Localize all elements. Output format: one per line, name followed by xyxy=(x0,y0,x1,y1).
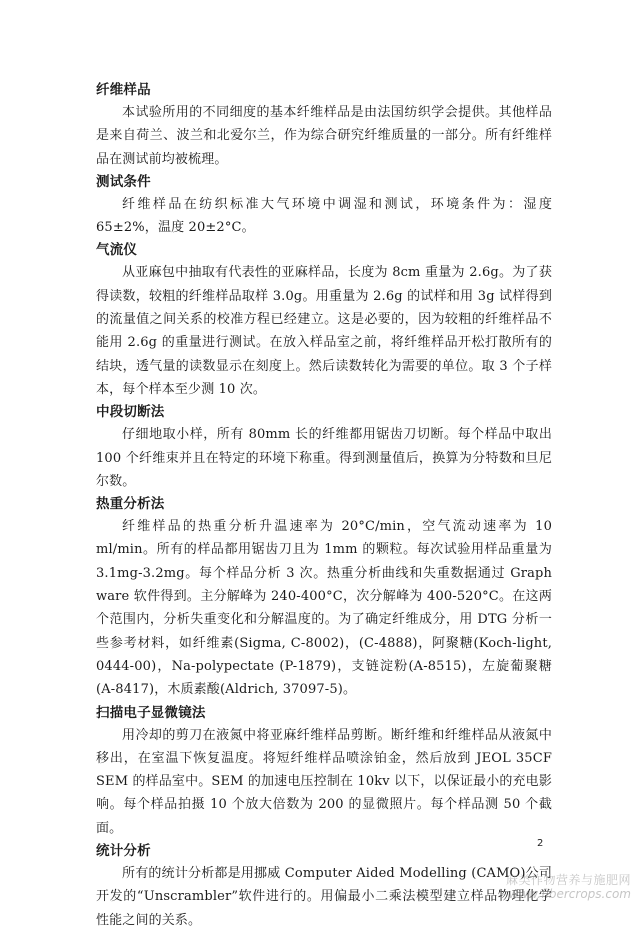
section-middle-cut-method xyxy=(96,401,552,493)
section-test-conditions xyxy=(96,171,552,240)
section-paragraph: 纤维样品在纺织标准大气环境中调湿和测试，环境条件为：湿度 65±2%，温度 20±2°C。 xyxy=(96,196,552,236)
section-heading: 测试条件 xyxy=(96,173,151,190)
watermark-url: www.fibercrops.com xyxy=(508,887,631,901)
section-paragraph: 所有的统计分析都是用挪威 Computer Aided Modelling (CAMO)公司开发的“Unscrambler”软件进行的。用偏最小二乘法模型建立样品物理化学性能之间的关系。 xyxy=(96,866,552,928)
section-paragraph: 纤维样品的热重分析升温速率为 20°C/min，空气流动速率为 10 ml/min。所有的样品都用锯齿刀且为 1mm 的颗粒。每次试验用样品重量为 3.1mg-3.2mg。每个样品分析 3 次。热重分析曲线和失重数据通过 Graph ware 软件得到。主分解峰为 240-400°C，次分解峰为 400-520°C。在这两个范围内，分析失重变化和分解温度的。为了确定纤维成分，用 DTG 分析一些参考材料，如纤维素(Sigma, C-8002)，(C-4888)，阿聚糖(Koch-light, 0444-00)，Na-polypectate (P-1879)，支链淀粉(A-8515)，左旋葡聚糖(A-8417)，木质素酸(Aldrich, 37097-5)。 xyxy=(96,519,552,698)
section-heading: 扫描电子显微镜法 xyxy=(96,704,206,721)
section-statistical-analysis xyxy=(96,840,552,932)
section-fiber-samples xyxy=(96,79,552,171)
document-body xyxy=(96,79,552,932)
section-paragraph: 从亚麻包中抽取有代表性的亚麻样品，长度为 8cm 重量为 2.6g。为了获得读数，较粗的纤维样品取样 3.0g。用重量为 2.6g 的试样和用 3g 试样得到的流量值之间关系的校准方程已经建立。这是必要的，因为较粗的纤维样品不能用 2.6g 的重量进行测试。在放入样品室之前，将纤维样品开松打散所有的结块，透气量的读数显示在刻度上。然后读数转化为需要的单位。取 3 个子样本，每个样本至少测 10 次。 xyxy=(96,265,552,397)
section-heading: 纤维样品 xyxy=(96,82,151,98)
section-paragraph: 用冷却的剪刀在液氮中将亚麻纤维样品剪断。断纤维和纤维样品从液氮中移出，在室温下恢复温度。将短纤维样品喷涂铂金，然后放到 JEOL 35CF SEM 的样品室中。SEM 的加速电压控制在 10kv 以下，以保证最小的充电影响。每个样品拍摄 10 个放大倍数为 200 的显微照片。每个样品测 50 个截面。 xyxy=(96,727,552,836)
section-heading: 中段切断法 xyxy=(96,404,165,421)
section-heading: 热重分析法 xyxy=(96,496,165,513)
watermark xyxy=(506,873,631,901)
section-heading: 统计分析 xyxy=(96,843,151,860)
section-sem-method xyxy=(96,702,552,840)
section-paragraph: 本试验所用的不同细度的基本纤维样品是由法国纺织学会提供。其他样品是来自荷兰、波兰和北爱尔兰，作为综合研究纤维质量的一部分。所有纤维样品在测试前均被梳理。 xyxy=(96,105,552,167)
watermark-text: 麻类作物营养与施肥网 xyxy=(505,873,631,887)
section-heading: 气流仪 xyxy=(96,242,138,259)
page-number: 2 xyxy=(537,838,544,849)
section-thermogravimetric-analysis xyxy=(96,493,552,701)
section-paragraph: 仔细地取小样，所有 80mm 长的纤维都用锯齿刀切断。每个样品中取出 100 个纤维束并且在特定的环境下称重。得到测量值后，换算为分特数和旦尼尔数。 xyxy=(96,427,552,489)
section-airflow-meter xyxy=(96,239,552,401)
